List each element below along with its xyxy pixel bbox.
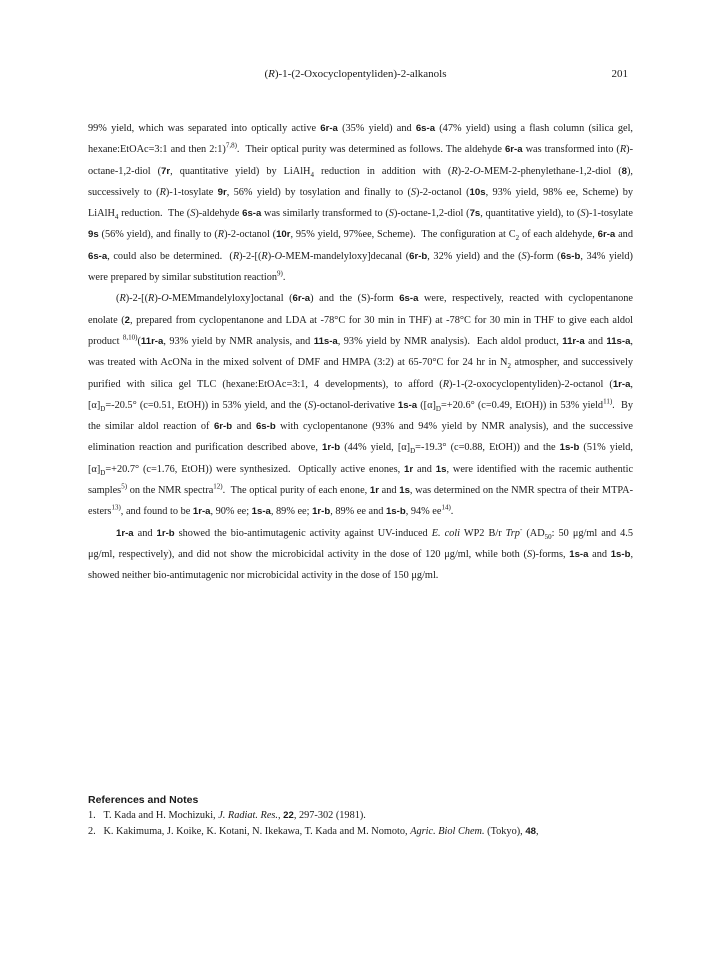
running-header bbox=[0, 68, 711, 84]
reference-item-1: 1. T. Kada and H. Mochizuki, J. Radiat. Res., 22, 297-302 (1981). bbox=[88, 810, 366, 821]
paragraph-1: 99% yield, which was separated into optically active 6r-a (35% yield) and 6s-a (47% yield) using a flash column (silica gel, hexane:EtOAc=3:1 and then 2:1)$^{7,8)}$. Their optical purity was determined as follows. The aldehyde 6r-a was transformed into (R)-octane-1,2-diol (7r, quantitative yield) by LiAlH$_4$ reduction in addition with (R)-2-O-MEM-2-phenylethane-1,2-diol (8), successively to (R)-1-tosylate 9r, 56% yield) by tosylation and finally to (S)-2-octanol (10s, 93% yield, 98% ee, Scheme) by LiAlH$_4$ reduction. The (S)-aldehyde 6s-a was similarly transformed to (S)-octane-1,2-diol (7s, quantitative yield), to (S)-1-tosylate 9s (56% yield), and finally to (R)-2-octanol (10r, 95% yield, 97%ee, Scheme). The configuration at $C_2$ of each aldehyde, 6r-a and 6s-a, could also be determined. (R)-2-[(R)-O-MEM-mandelyloxy]decanal (6r-b, 32% yield) and the (S)-form (6s-b, 34% yield) were prepared by similar substitution reaction$^{9)}$. bbox=[88, 123, 634, 284]
references-heading: References and Notes bbox=[88, 794, 199, 806]
body-text bbox=[88, 118, 633, 587]
running-title: (R)-1-(2-Oxocyclopentyliden)-2-alkanols bbox=[264, 68, 447, 80]
page-number: 201 bbox=[611, 68, 628, 80]
references-section bbox=[88, 792, 633, 840]
paragraph-2: (R)-2-[(R)-O-MEMmandelyloxy]octanal (6r-a) and the (S)-form 6s-a were, respectively, reacted with cyclopentanone enolate (2, prepared from cyclopentanone and LDA at -78°C for 30 min in THF) at -78°C for 30 min in THF to give each aldol product $^{8,10)}$(11r-a, 93% yield by NMR analysis, and 11s-a, 93% yield by NMR analysis). Each aldol product, 11r-a and 11s-a, was treated with AcONa in the mixed solvent of DMF and HMPA (3:2) at 65-70°C for 24 hr in $N_2$ atmospher, and successively purified with silica gel TLC (hexane:EtOAc=3:1, 4 developments), to afford (R)-1-(2-oxocyclopentyliden)-2-octanol (1r-a, $[\alpha]_D=-20.5^\circ$ (c=0.51, EtOH)) in 53% yield, and the (S)-octanol-derivative 1s-a ($[\alpha]_D=+20.6^\circ$ (c=0.49, EtOH)) in 53% yield$^{11)}$. By the similar aldol reaction of 6r-b and 6s-b with cyclopentanone (93% and 94% yield by NMR analysis), and the successive elimination reaction and purification described above, 1r-b (44% yield, $[\alpha]_D=-19.3^\circ$ (c=0.88, EtOH)) and the 1s-b (51% yield, $[\alpha]_D=+20.7^\circ$ (c=1.76, EtOH)) were synthesized. Optically active enones, 1r and 1s, were identified with the racemic authentic samples$^{5)}$ on the NMR spectra$^{12)}$. The optical purity of each enone, 1r and 1s, was determined on the NMR spectra of their MTPA-esters$^{13)}$, and found to be 1r-a, 90% ee; 1s-a, 89% ee; 1r-b, 89% ee and 1s-b, 94% $ee^{14)}$. bbox=[88, 293, 634, 518]
paragraph-3: 1r-a and 1r-b showed the bio-antimutagenic activity against UV-induced E. coli WP2 B/r Trp- ($AD_{50}$: 50 μg/ml and 4.5 μg/ml, respectively), and did not show the microbicidal activity in the dose of 120 μg/ml, while both (S)-forms, 1s-a and 1s-b, showed neither bio-antimutagenic nor microbicidal activity in the dose of 150 μg/ml. bbox=[88, 525, 634, 582]
reference-item-2: 2. K. Kakimuma, J. Koike, K. Kotani, N. Ikekawa, T. Kada and M. Nomoto, Agric. Biol Chem. (Tokyo), 48, bbox=[88, 826, 539, 837]
